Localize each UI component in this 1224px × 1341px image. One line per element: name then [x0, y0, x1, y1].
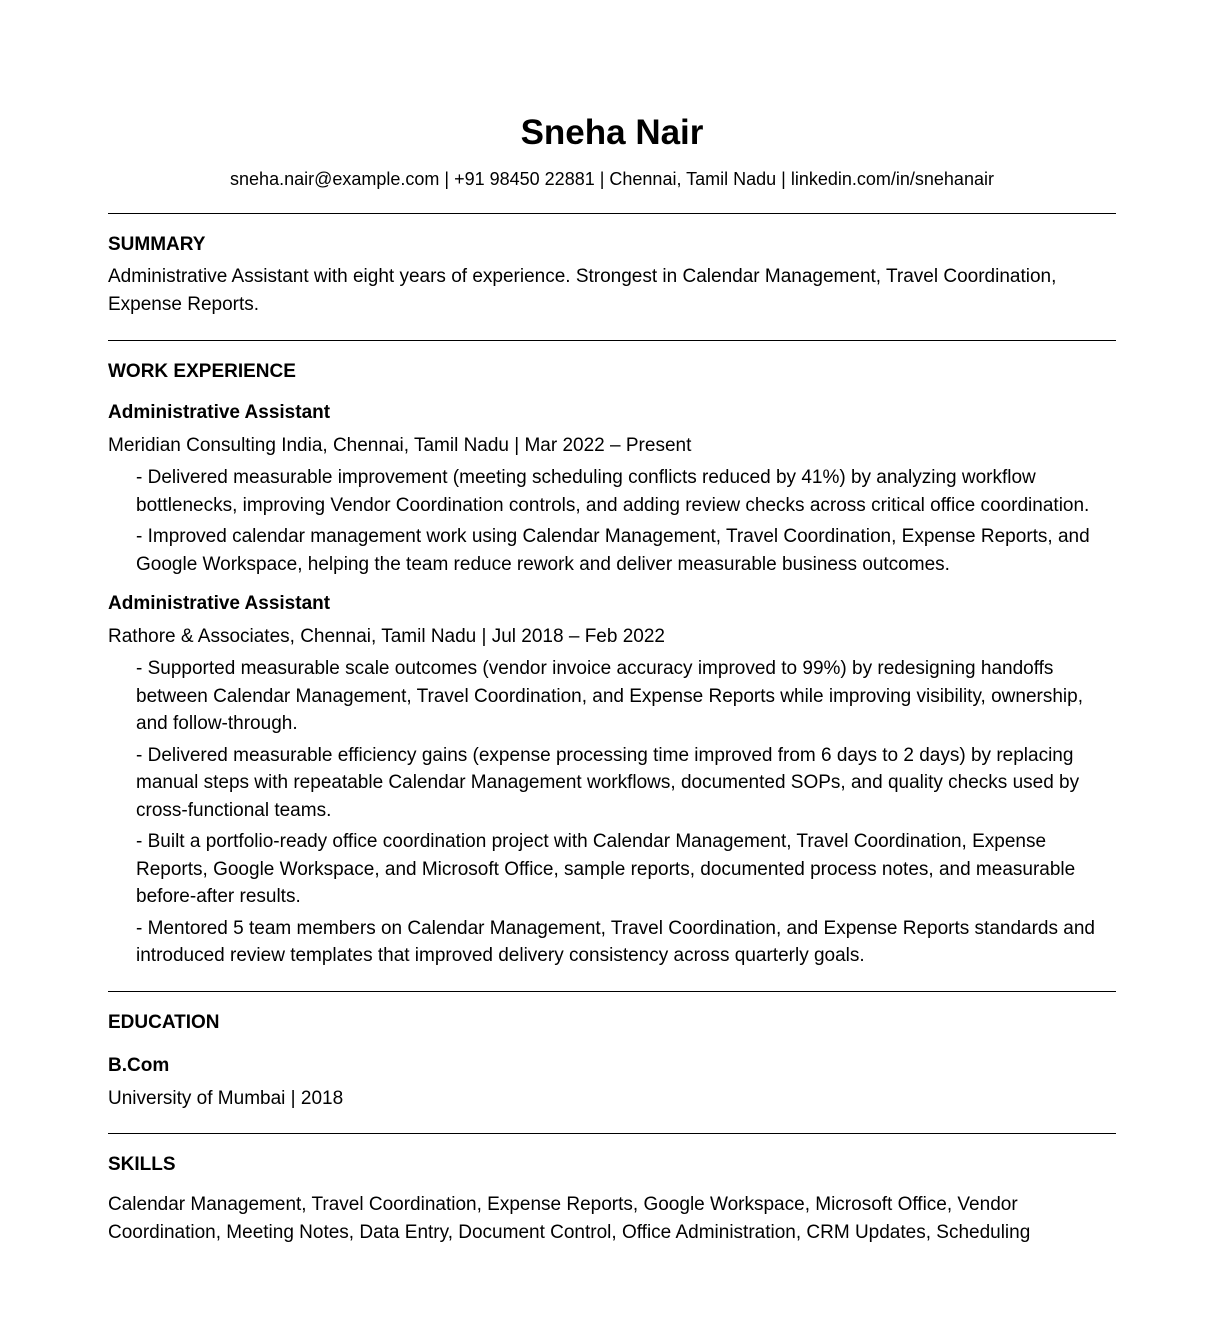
summary-section	[108, 233, 1116, 319]
job-bullets	[108, 655, 1116, 970]
section-title-summary: SUMMARY	[108, 234, 206, 255]
education-meta: University of Mumbai | 2018	[108, 1087, 344, 1109]
job-title: Administrative Assistant	[108, 402, 331, 423]
skills-text: Calendar Management, Travel Coordination, Expense Reports, Google Workspace, Microsoft Office, Vendor Coordination, Meeting Notes, Data Entry, Document Control, Office Administration, CRM Updates, Scheduling	[108, 1193, 1031, 1243]
job-entry	[108, 592, 1116, 970]
job-bullets	[108, 464, 1116, 578]
candidate-name: Sneha Nair	[520, 113, 704, 152]
section-divider	[108, 1133, 1116, 1134]
section-title-experience: WORK EXPERIENCE	[108, 361, 296, 382]
contact-line: sneha.nair@example.com | +91 98450 22881 | Chennai, Tamil Nadu | linkedin.com/in/snehanair	[230, 169, 994, 189]
section-title-education: EDUCATION	[108, 1011, 220, 1033]
education-degree: B.Com	[108, 1054, 170, 1076]
job-bullet: - Improved calendar management work using Calendar Management, Travel Coordination, Expense Reports, and Google Workspace, helping the team reduce rework and deliver measurable business outcomes.	[136, 526, 1090, 575]
job-bullet: - Built a portfolio-ready office coordination project with Calendar Management, Travel Coordination, Expense Reports, Google Workspace, and Microsoft Office, sample reports, documented process notes, and measurable before-after results.	[136, 831, 1076, 907]
section-divider	[108, 340, 1116, 341]
job-meta: Rathore & Associates, Chennai, Tamil Nadu | Jul 2018 – Feb 2022	[108, 626, 665, 647]
job-bullet: - Delivered measurable efficiency gains (expense processing time improved from 6 days to 2 days) by replacing manual steps with repeatable Calendar Management workflows, documented SOPs, and quality checks used by cross-functional teams.	[136, 744, 1080, 821]
job-meta: Meridian Consulting India, Chennai, Tamil Nadu | Mar 2022 – Present	[108, 435, 692, 456]
section-divider	[108, 213, 1116, 214]
job-bullet: - Supported measurable scale outcomes (vendor invoice accuracy improved to 99%) by redesigning handoffs between Calendar Management, Travel Coordination, and Expense Reports while improving visibility, ownership, and follow-through.	[136, 658, 1083, 734]
job-entry	[108, 401, 1116, 578]
experience-section	[108, 360, 1116, 991]
education-section	[108, 1011, 1116, 1133]
job-bullet: - Mentored 5 team members on Calendar Management, Travel Coordination, and Expense Reports standards and introduced review templates that improved delivery consistency across quarterly goals.	[136, 917, 1095, 966]
job-title: Administrative Assistant	[108, 593, 331, 614]
job-bullet: - Delivered measurable improvement (meeting scheduling conflicts reduced by 41%) by analyzing workflow bottlenecks, improving Vendor Coordination controls, and adding review checks across critical office coordination.	[136, 467, 1090, 516]
section-title-skills: SKILLS	[108, 1153, 176, 1175]
section-divider	[108, 991, 1116, 992]
skills-section	[108, 1153, 1116, 1247]
summary-text: Administrative Assistant with eight years of experience. Strongest in Calendar Management, Travel Coordination, Expense Reports.	[108, 266, 1057, 315]
